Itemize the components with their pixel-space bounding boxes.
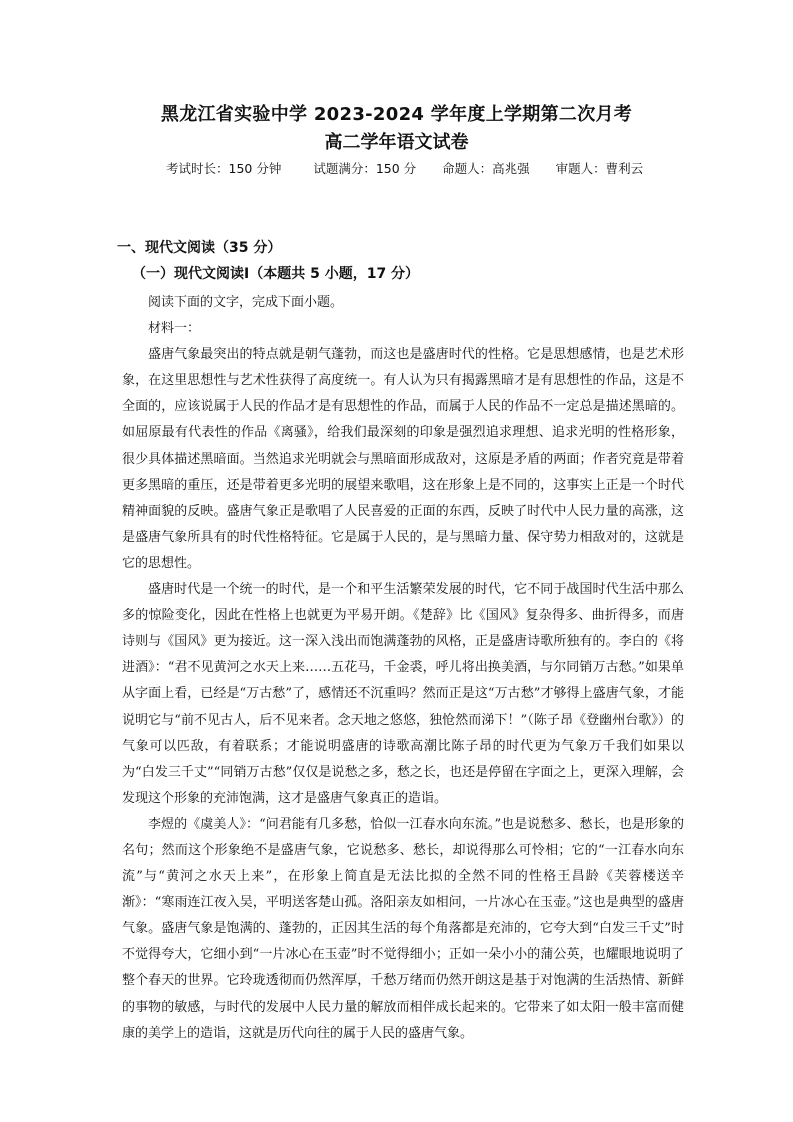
section-heading: 一、现代文阅读（35 分） (117, 240, 282, 256)
question-setter: 命题人：高兆强 (442, 161, 530, 176)
full-score: 试题满分：150 分 (313, 161, 417, 176)
reviewer: 审题人：曹利云 (555, 161, 644, 176)
exam-title: 黑龙江省实验中学 2023-2024 学年度上学期第二次月考 (160, 104, 633, 125)
paragraph: 盛唐时代是一个统一的时代，是一个和平生活繁荣发展的时代，它不同于战国时代生活中那么多的惊险变化，因此在性格上也就更为平易开朗。《楚辞》比《国风》复杂得多、曲折得多，而唐诗则与《国风》更为接近。这一深入浅出而饱满蓬勃的风格，正是盛唐诗歌所独有的。李白的《将进酒》：“君不见黄河之水天上来……五花马，千金裘，呼儿将出换美酒，与尔同销万古愁。”如果单从字面上看，已经是“万古愁”了，感情还不沉重吗？然而正是这“万古愁”才够得上盛唐气象，才能说明它与“前不见古人，后不见来者。念天地之悠悠，独怆然而涕下！”（陈子昂《登幽州台歌》）的气象可以匹敌，有着联系；才能说明盛唐的诗歌高潮比陈子昂的时代更为气象万千我们如果以为“白发三千丈”“同销万古愁”仅仅是说愁之多，愁之长，也还是停留在字面之上，更深入理解，会发现这个形象的充沛饱满，这才是盛唐气象真正的造诣。 (122, 582, 684, 806)
paragraph: 盛唐气象最突出的特点就是朝气蓬勃，而这也是盛唐时代的性格。它是思想感情，也是艺术形象，在这里思想性与艺术性获得了高度统一。有人认为只有揭露黑暗才是有思想性的作品，这是不全面的，应该说属于人民的作品才是有思想性的作品，而属于人民的作品不一定总是描述黑暗的。如屈原最有代表性的作品《离骚》，给我们最深刻的印象是强烈追求理想、追求光明的性格形象，很少具体描述黑暗面。当然追求光明就会与黑暗面形成敌对，这原是矛盾的两面；作者究竟是带着更多黑暗的重压，还是带着更多光明的展望来歌唱，这在形象上是不同的，这事实上正是一个时代精神面貌的反映。盛唐气象正是歌唱了人民喜爱的正面的东西，反映了时代中人民力量的高涨，这是盛唐气象所具有的时代性格特征。它是属于人民的，是与黑暗力量、保守势力相敌对的，这就是它的思想性。 (122, 347, 684, 571)
material-label: 材料一： (148, 321, 201, 337)
paragraph: 李煜的《虞美人》：“问君能有几多愁，恰似一江春水向东流。”也是说愁多、愁长，也是形象的名句；然而这个形象绝不是盛唐气象，它说愁多、愁长，却说得那么可怜相；它的“一江春水向东流”与“黄河之水天上来”，在形象上简直是无法比拟的全然不同的性格王昌龄《芙蓉楼送辛渐》：“寒雨连江夜入吴，平明送客楚山孤。洛阳亲友如相问，一片冰心在玉壶。”这也是典型的盛唐气象。盛唐气象是饱满的、蓬勃的，正因其生活的每个角落都是充沛的，它夸大到“白发三千丈”时不觉得夸大，它细小到“一片冰心在玉壶”时不觉得细小；正如一朵小小的蒲公英，也耀眼地说明了整个春天的世界。它玲珑透彻而仍然浑厚，千愁万绪而仍然开朗这是基于对饱满的生活热情、新鲜的事物的敏感，与时代的发展中人民力量的解放而相伴成长起来的。它带来了如太阳一般丰富而健康的美学上的造诣，这就是历代向往的属于人民的盛唐气象。 (122, 816, 684, 1041)
reading-passage (122, 290, 684, 1047)
instructions: 阅读下面的文字，完成下面小题。 (148, 295, 344, 310)
exam-subtitle: 高二学年语文试卷 (324, 132, 469, 153)
exam-time: 考试时长：150 分钟 (166, 161, 282, 176)
subsection-heading: （一）现代文阅读Ⅰ（本题共 5 小题，17 分） (132, 266, 420, 282)
exam-info (166, 159, 686, 177)
